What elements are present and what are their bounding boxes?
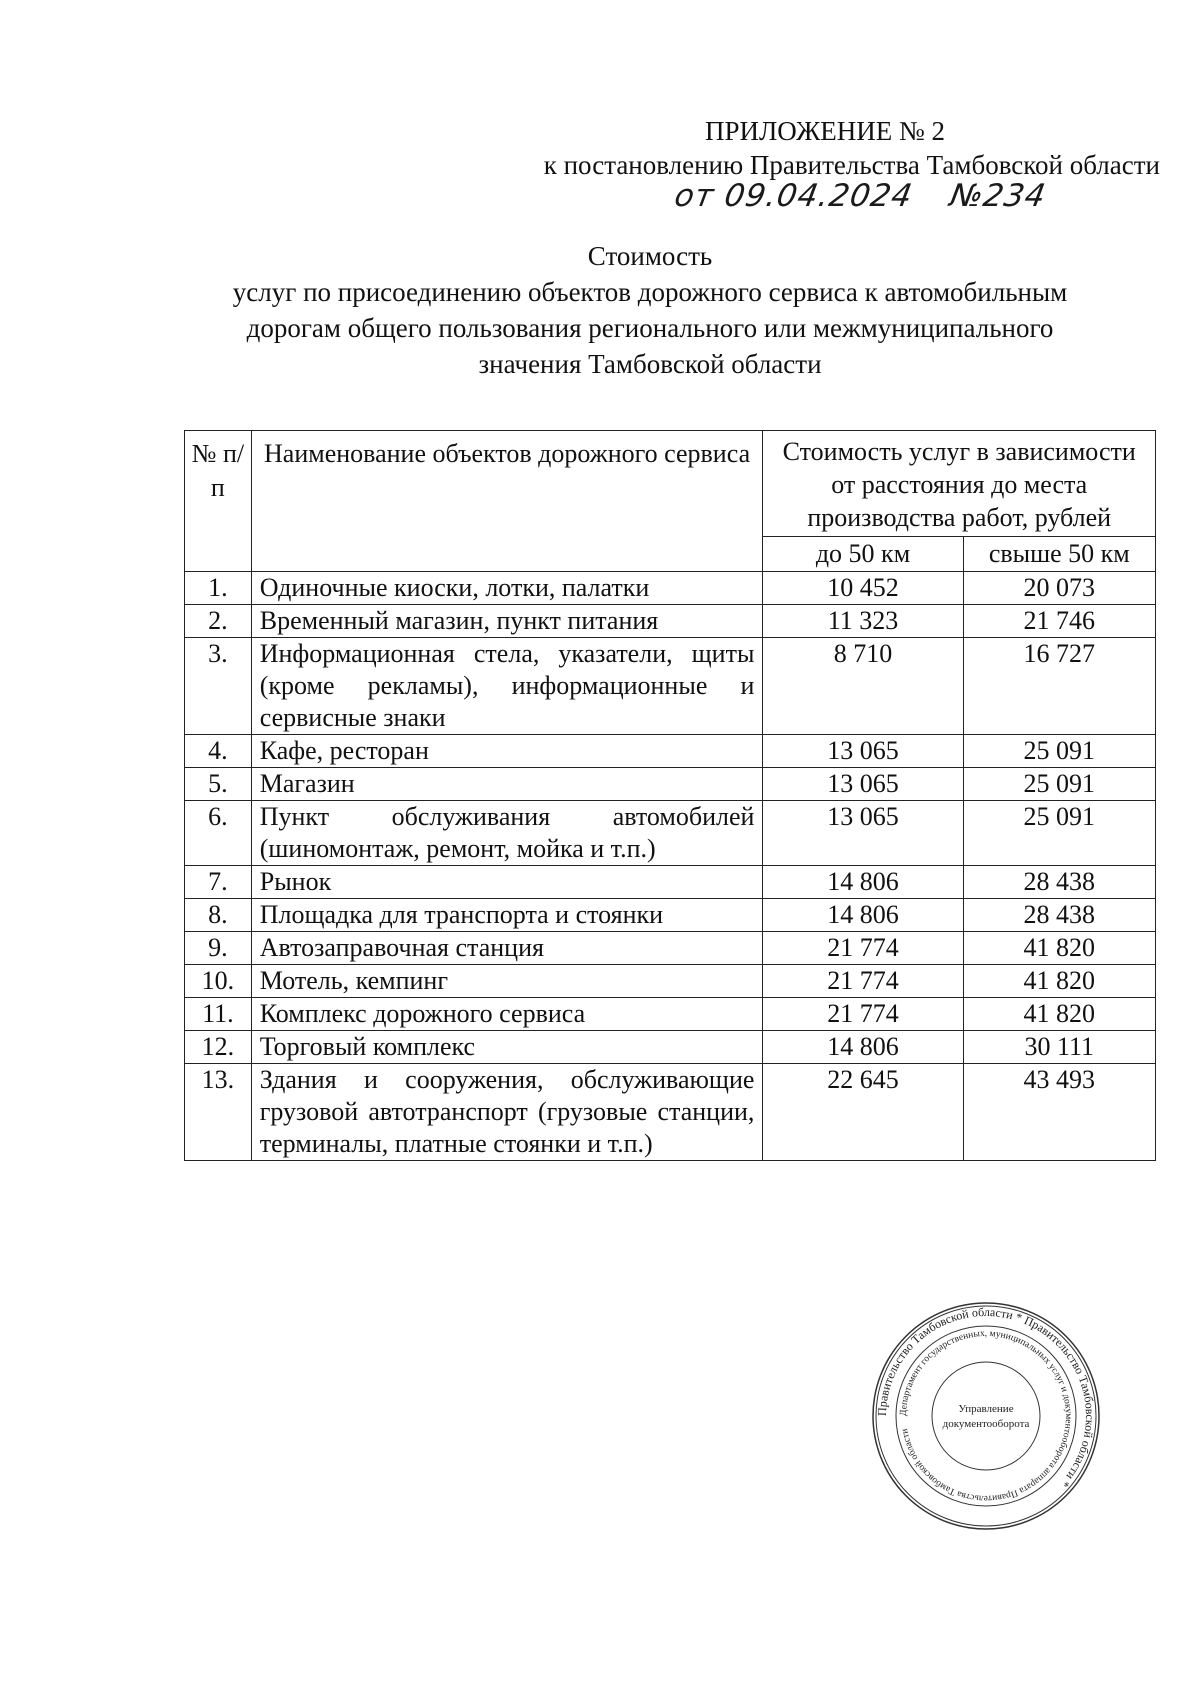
- table-row: [185, 998, 1156, 1031]
- header-far: свыше 50 км: [963, 537, 1155, 572]
- row-cost-near: 21 774: [763, 965, 963, 998]
- table-row: [185, 572, 1156, 605]
- row-cost-near: 14 806: [763, 866, 963, 899]
- row-name: Рынок: [251, 866, 763, 899]
- row-name: Площадка для транспорта и стоянки: [251, 899, 763, 932]
- row-cost-far: 41 820: [963, 998, 1155, 1031]
- table-row: [185, 801, 1156, 866]
- table-row: [185, 638, 1156, 735]
- row-cost-near: 8 710: [763, 638, 963, 735]
- row-number: 2.: [185, 605, 252, 638]
- row-number: 11.: [185, 998, 252, 1031]
- seal-outer-text: Правительство Тамбовской области * Правительство Тамбовской области *: [874, 1304, 1098, 1491]
- row-cost-near: 10 452: [763, 572, 963, 605]
- row-cost-near: 11 323: [763, 605, 963, 638]
- row-cost-far: 20 073: [963, 572, 1155, 605]
- row-cost-near: 22 645: [763, 1064, 963, 1161]
- seal-center-line-2: документооборота: [942, 1418, 1030, 1430]
- row-cost-near: 21 774: [763, 932, 963, 965]
- row-cost-far: 41 820: [963, 932, 1155, 965]
- table-row: [185, 899, 1156, 932]
- row-cost-near: 14 806: [763, 899, 963, 932]
- row-number: 12.: [185, 1031, 252, 1064]
- row-cost-far: 16 727: [963, 638, 1155, 735]
- appendix-title: ПРИЛОЖЕНИЕ № 2: [704, 116, 946, 146]
- row-cost-far: 25 091: [963, 735, 1155, 768]
- appendix-subtitle: к постановлению Правительства Тамбовской области: [543, 150, 1160, 180]
- row-cost-far: 43 493: [963, 1064, 1155, 1161]
- row-name: Кафе, ресторан: [251, 735, 763, 768]
- row-name: Мотель, кемпинг: [251, 965, 763, 998]
- header-near: до 50 км: [763, 537, 963, 572]
- table-row: [185, 965, 1156, 998]
- header-num: № п/п: [185, 431, 252, 572]
- row-number: 9.: [185, 932, 252, 965]
- row-cost-near: 13 065: [763, 735, 963, 768]
- tariff-table: [184, 430, 1156, 1161]
- row-name: Пункт обслуживания автомобилей (шиномонтаж, ремонт, мойка и т.п.): [251, 801, 763, 866]
- row-name: Магазин: [251, 768, 763, 801]
- handwritten-date-number: [672, 178, 1087, 214]
- row-name: Торговый комплекс: [251, 1031, 763, 1064]
- table-row: [185, 932, 1156, 965]
- row-cost-far: 41 820: [963, 965, 1155, 998]
- row-name: Комплекс дорожного сервиса: [251, 998, 763, 1031]
- row-number: 3.: [185, 638, 252, 735]
- row-number: 5.: [185, 768, 252, 801]
- row-cost-far: 28 438: [963, 866, 1155, 899]
- table-row: [185, 735, 1156, 768]
- header-name: Наименование объектов дорожного сервиса: [251, 431, 763, 572]
- row-name: Здания и сооружения, обслуживающие грузовой автотранспорт (грузовые станции, терминалы, платные стоянки и т.п.): [251, 1064, 763, 1161]
- document-title: [120, 238, 1180, 382]
- row-cost-near: 13 065: [763, 801, 963, 866]
- row-number: 7.: [185, 866, 252, 899]
- row-cost-near: 21 774: [763, 998, 963, 1031]
- seal-middle-ring: [896, 1326, 1076, 1506]
- row-name: Автозаправочная станция: [251, 932, 763, 965]
- row-cost-far: 30 111: [963, 1031, 1155, 1064]
- seal-inner-text: Департамент государственных, муниципальных услуг и документооборота аппарата Правительства Тамбовской области: [898, 1328, 1074, 1504]
- handwritten-number: №234: [947, 178, 1049, 214]
- row-cost-far: 21 746: [963, 605, 1155, 638]
- row-cost-far: 25 091: [963, 768, 1155, 801]
- seal-stamp: [870, 1300, 1102, 1532]
- title-line-4: значения Тамбовской области: [478, 349, 822, 379]
- table-row: [185, 1031, 1156, 1064]
- seal-inner-ring: [932, 1362, 1040, 1470]
- header-cost: Стоимость услуг в зависимости от расстояния до места производства работ, рублей: [763, 431, 1156, 537]
- title-line-3: дорогам общего пользования регионального или межмуниципального: [246, 313, 1054, 343]
- seal-center-line-1: Управление: [958, 1403, 1014, 1415]
- row-name: Временный магазин, пункт питания: [251, 605, 763, 638]
- row-number: 4.: [185, 735, 252, 768]
- table-row: [185, 866, 1156, 899]
- row-name: Одиночные киоски, лотки, палатки: [251, 572, 763, 605]
- table-row: [185, 605, 1156, 638]
- row-cost-near: 14 806: [763, 1031, 963, 1064]
- row-number: 1.: [185, 572, 252, 605]
- table-row: [185, 768, 1156, 801]
- row-number: 10.: [185, 965, 252, 998]
- title-line-1: Стоимость: [587, 241, 713, 271]
- row-number: 8.: [185, 899, 252, 932]
- row-cost-near: 13 065: [763, 768, 963, 801]
- table-row: [185, 1064, 1156, 1161]
- title-line-2: услуг по присоединению объектов дорожного сервиса к автомобильным: [232, 277, 1068, 307]
- row-number: 6.: [185, 801, 252, 866]
- row-cost-far: 25 091: [963, 801, 1155, 866]
- handwritten-date: от 09.04.2024: [671, 178, 916, 214]
- row-name: Информационная стела, указатели, щиты (кроме рекламы), информационные и сервисные знаки: [251, 638, 763, 735]
- row-cost-far: 28 438: [963, 899, 1155, 932]
- row-number: 13.: [185, 1064, 252, 1161]
